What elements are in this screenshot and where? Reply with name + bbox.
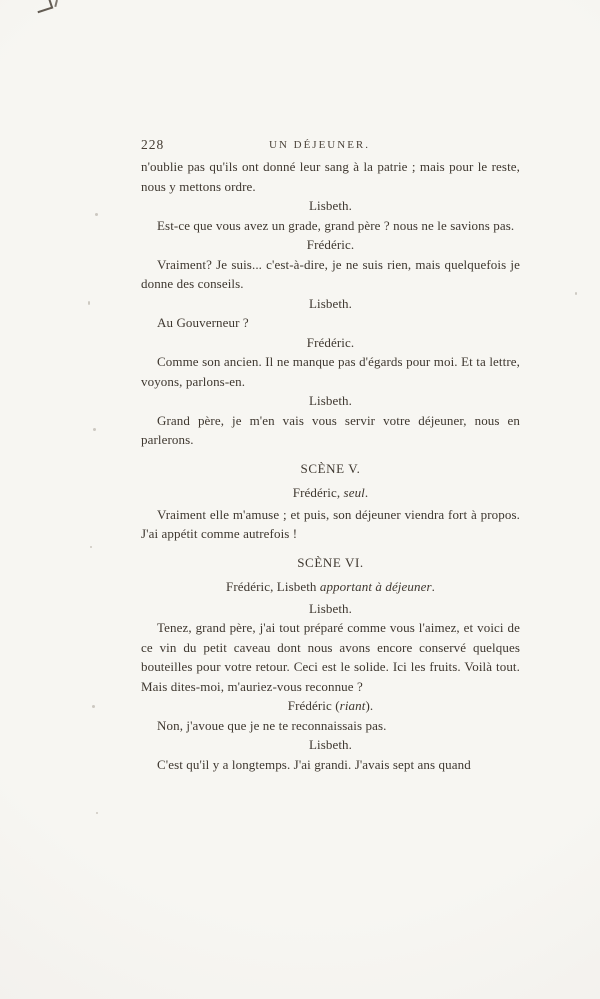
dialogue-paragraph xyxy=(141,313,520,333)
text-run: Tenez, grand père, j'ai tout préparé comme vous l'aimez, et voici de ce vin du petit caveau dont nous avons encore conservé quelques bouteilles pour votre retour. Ceci est le solide. Ici les fruits. Voilà tout. Mais dites-moi, m'auriez-vous reconnue ? xyxy=(141,620,520,694)
page-header xyxy=(141,137,520,155)
text-run: Comme son ancien. Il ne manque pas d'égards pour moi. Et ta lettre, voyons, parlons-en. xyxy=(141,354,520,389)
scan-speck xyxy=(93,428,96,431)
scan-speck xyxy=(90,546,92,548)
text-run: n'oublie pas qu'ils ont donné leur sang à la patrie ; mais pour le reste, nous y mettons ordre. xyxy=(141,159,520,194)
speaker-name xyxy=(141,391,520,411)
text-run: ). xyxy=(365,698,374,713)
scan-speck xyxy=(575,292,577,295)
text-run: seul xyxy=(343,485,365,500)
text-run: Lisbeth. xyxy=(308,393,353,408)
dialogue-paragraph xyxy=(141,755,520,775)
text-run: Lisbeth. xyxy=(308,600,353,616)
text-run: . xyxy=(364,485,369,500)
text-run: Lisbeth. xyxy=(308,198,353,213)
scene-heading xyxy=(141,459,520,479)
dialogue-paragraph xyxy=(141,618,520,696)
text-run: Frédéric ( xyxy=(287,698,340,713)
page-body xyxy=(141,157,520,774)
dialogue-paragraph xyxy=(141,505,520,544)
text-run: Grand père, je m'en vais vous servir votre déjeuner, nous en parlerons. xyxy=(141,412,520,447)
scan-speck xyxy=(92,705,95,708)
speaker-name xyxy=(141,196,520,216)
text-run: Vraiment? Je suis... c'est-à-dire, je ne suis rien, mais quelquefois je donne des conseils. xyxy=(141,256,520,291)
speaker-name xyxy=(141,599,520,619)
text-run: apportant à déjeuner xyxy=(319,579,432,594)
scene-direction xyxy=(141,483,520,503)
text-run: Non, j'avoue que je ne te reconnaissais pas. xyxy=(157,717,387,733)
scan-speck xyxy=(95,213,98,216)
text-run: Lisbeth. xyxy=(308,737,353,752)
text-run: . xyxy=(431,579,435,594)
dialogue-paragraph xyxy=(141,716,520,736)
page-number: 228 xyxy=(141,137,165,152)
scene-direction xyxy=(141,577,520,597)
text-run: Frédéric. xyxy=(306,334,355,350)
ink-mark xyxy=(54,0,66,9)
speaker-name xyxy=(141,235,520,255)
text-run: SCÈNE V. xyxy=(300,460,361,476)
speaker-name xyxy=(141,333,520,353)
dialogue-paragraph xyxy=(141,216,520,236)
text-run: riant xyxy=(339,698,366,713)
dialogue-paragraph xyxy=(141,411,520,450)
running-title: UN DÉJEUNER. xyxy=(269,139,370,151)
text-run: Frédéric, xyxy=(292,485,344,500)
text-run: Frédéric, Lisbeth xyxy=(226,579,320,594)
text-run: Frédéric. xyxy=(306,237,355,252)
ink-mark xyxy=(35,0,54,13)
text-run: SCÈNE VI. xyxy=(297,554,364,570)
text-run: Lisbeth. xyxy=(308,295,353,311)
text-run: C'est qu'il y a longtemps. J'ai grandi. J'avais sept ans quand xyxy=(157,756,471,772)
dialogue-paragraph xyxy=(141,157,520,196)
speaker-name xyxy=(141,696,520,716)
text-run: Est-ce que vous avez un grade, grand père ? nous ne le savions pas. xyxy=(157,217,515,233)
text-run: Au Gouverneur ? xyxy=(157,315,249,330)
dialogue-paragraph xyxy=(141,255,520,294)
scene-heading xyxy=(141,553,520,573)
scan-speck xyxy=(88,301,90,305)
speaker-name xyxy=(141,294,520,314)
scan-speck xyxy=(96,812,98,814)
speaker-name xyxy=(141,735,520,755)
text-run: Vraiment elle m'amuse ; et puis, son déjeuner viendra fort à propos. J'ai appétit comme autrefois ! xyxy=(141,506,520,541)
dialogue-paragraph xyxy=(141,352,520,391)
